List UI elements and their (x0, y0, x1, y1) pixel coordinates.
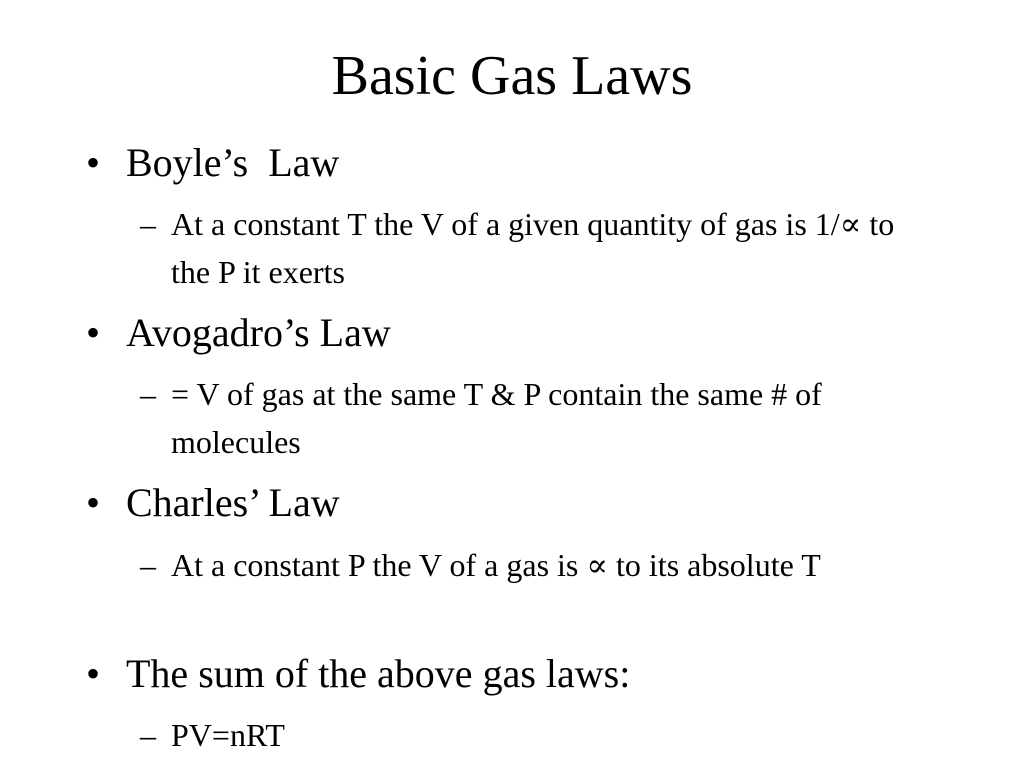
bullet-boyles-law (86, 140, 966, 186)
sub-bullet-boyles-law (140, 200, 940, 296)
sub-bullet-marker: – (140, 547, 156, 583)
bullet-marker: • (86, 310, 101, 355)
bullet-marker: • (86, 651, 101, 696)
bullet-sum-of-gas-laws (86, 651, 966, 697)
bullet-label: The sum of the above gas laws: (126, 651, 631, 696)
sub-bullet-text: At a constant P the V of a gas is ∝ to its absolute T (171, 547, 821, 583)
sub-bullet-text: PV=nRT (171, 717, 285, 753)
sub-bullet-marker: – (140, 376, 156, 412)
sub-bullet-avogadros-law (140, 370, 940, 466)
bullet-charles-law (86, 480, 966, 526)
bullet-avogadros-law (86, 310, 966, 356)
bullet-label: Boyle’s Law (126, 140, 340, 185)
sub-bullet-charles-law (140, 541, 940, 589)
sub-bullet-text: = V of gas at the same T & P contain the same # of molecules (171, 376, 822, 460)
bullet-label: Charles’ Law (126, 480, 340, 525)
bullet-marker: • (86, 140, 101, 185)
sub-bullet-text: At a constant T the V of a given quantity of gas is 1/∝ to the P it exerts (171, 206, 895, 290)
sub-bullet-marker: – (140, 206, 156, 242)
slide-title: Basic Gas Laws (331, 45, 693, 107)
sub-bullet-ideal-gas-law (140, 711, 940, 759)
sub-bullet-marker: – (140, 717, 156, 753)
bullet-label: Avogadro’s Law (126, 310, 391, 355)
bullet-marker: • (86, 480, 101, 525)
